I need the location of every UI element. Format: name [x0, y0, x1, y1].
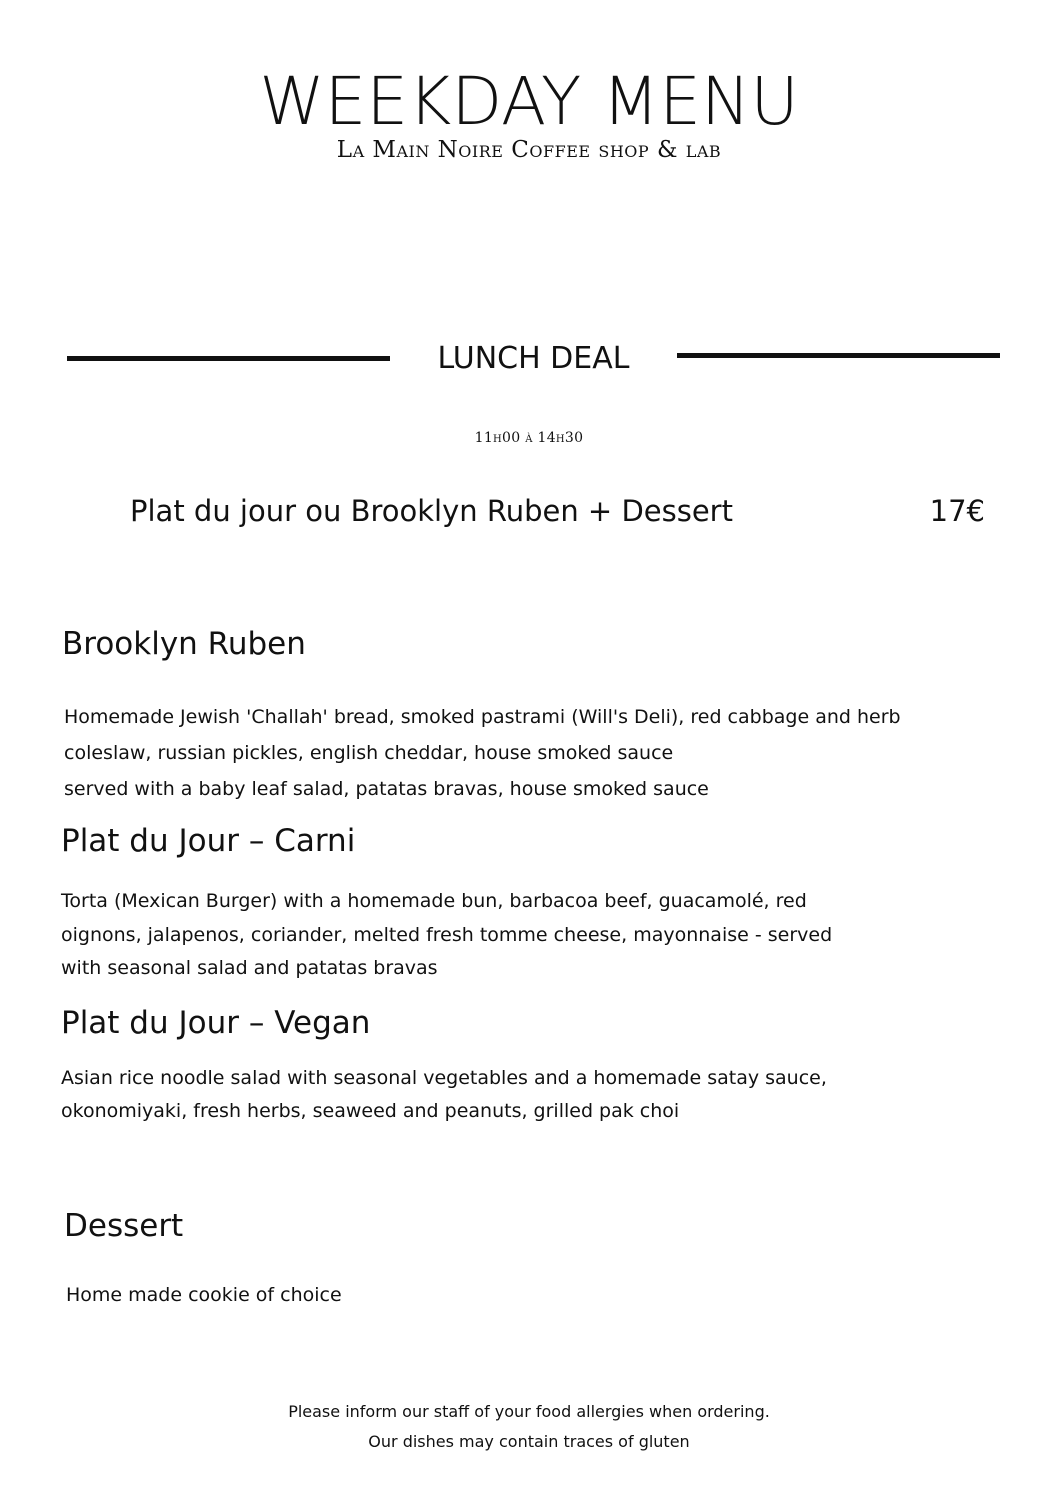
- dish-title-vegan: Plat du Jour – Vegan: [61, 1005, 371, 1041]
- dessert-description: Home made cookie of choice: [66, 1284, 342, 1306]
- lunch-price: 17€: [929, 494, 985, 528]
- dish-description-line: okonomiyaki, fresh herbs, seaweed and peanuts, grilled pak choi: [61, 1100, 680, 1122]
- dish-title-brooklyn-ruben: Brooklyn Ruben: [62, 626, 306, 662]
- lunch-deal-heading: LUNCH DEAL: [437, 341, 630, 376]
- dish-description-line: oignons, jalapenos, coriander, melted fresh tomme cheese, mayonnaise - served: [61, 924, 833, 946]
- left-divider: [67, 356, 390, 361]
- dish-description-line: served with a baby leaf salad, patatas bravas, house smoked sauce: [64, 778, 709, 800]
- dessert-title: Dessert: [64, 1208, 184, 1244]
- dish-description-line: Torta (Mexican Burger) with a homemade bun, barbacoa beef, guacamolé, red: [61, 890, 807, 912]
- dish-description-line: with seasonal salad and patatas bravas: [61, 957, 438, 979]
- right-divider: [677, 353, 1000, 358]
- menu-title: WEEKDAY MENU: [259, 63, 799, 140]
- lunch-offer: Plat du jour ou Brooklyn Ruben + Dessert: [130, 494, 733, 528]
- lunch-hours: 11h00 à 14h30: [474, 430, 584, 446]
- dish-description-line: Homemade Jewish 'Challah' bread, smoked pastrami (Will's Deli), red cabbage and herb: [64, 706, 901, 728]
- dish-title-carni: Plat du Jour – Carni: [61, 823, 356, 859]
- allergy-notice: Please inform our staff of your food allergies when ordering.: [288, 1402, 770, 1421]
- dish-description-line: Asian rice noodle salad with seasonal vegetables and a homemade satay sauce,: [61, 1067, 827, 1089]
- shop-name: La Main Noire Coffee shop & lab: [336, 137, 722, 163]
- gluten-notice: Our dishes may contain traces of gluten: [368, 1432, 690, 1451]
- dish-description-line: coleslaw, russian pickles, english cheddar, house smoked sauce: [64, 742, 674, 764]
